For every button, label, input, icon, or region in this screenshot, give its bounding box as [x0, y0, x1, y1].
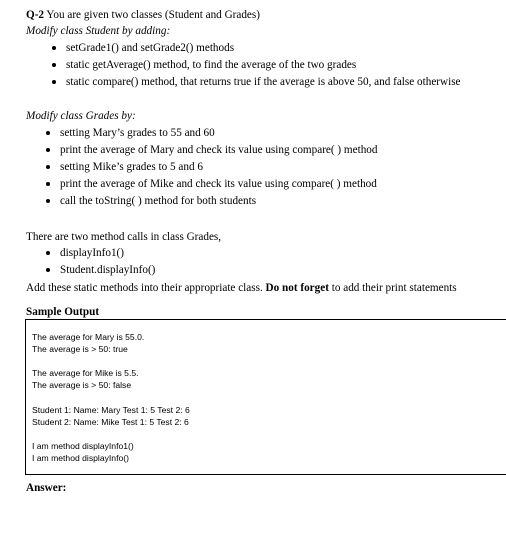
list-item: displayInfo1()	[60, 246, 155, 263]
answer-label: Answer:	[26, 482, 67, 494]
modify-grades-list	[60, 126, 377, 211]
sample-output-box	[25, 319, 506, 475]
list-item: print the average of Mary and check its value using compare( ) method	[60, 143, 377, 160]
list-item: static getAverage() method, to find the average of the two grades	[66, 58, 461, 75]
list-item: static compare() method, that returns true if the average is above 50, and false otherwise	[66, 75, 461, 92]
output-line: The average is > 50: true	[32, 344, 128, 354]
question-number: Q-2	[26, 9, 45, 21]
list-item: call the toString( ) method for both students	[60, 194, 377, 211]
output-line: I am method displayInfo1()	[32, 441, 134, 451]
instruction-text: Add these static methods into their appropriate class.	[26, 282, 266, 294]
question-title	[26, 8, 260, 22]
list-item: setting Mike’s grades to 5 and 6	[60, 160, 377, 177]
list-item: setGrade1() and setGrade2() methods	[66, 41, 461, 58]
list-item: setting Mary’s grades to 55 and 60	[60, 126, 377, 143]
output-line: Student 1: Name: Mary Test 1: 5 Test 2: 6	[32, 405, 190, 415]
modify-student-heading: Modify class Student by adding:	[26, 25, 171, 37]
instruction-emphasis: Do not forget	[265, 282, 329, 294]
method-calls-intro: There are two method calls in class Grades,	[26, 231, 222, 243]
method-calls-list	[60, 246, 155, 280]
question-text: You are given two classes (Student and Grades)	[46, 9, 260, 21]
output-line: The average is > 50: false	[32, 380, 132, 390]
output-line: The average for Mike is 5.5.	[32, 368, 139, 378]
modify-student-list	[66, 41, 461, 92]
list-item: print the average of Mike and check its value using compare( ) method	[60, 177, 377, 194]
instruction-text-end: to add their print statements	[328, 282, 457, 294]
method-calls-instruction	[26, 281, 457, 295]
output-line: Student 2: Name: Mike Test 1: 5 Test 2: 6	[32, 417, 189, 427]
sample-output-heading: Sample Output	[26, 306, 100, 318]
modify-grades-heading: Modify class Grades by:	[26, 110, 136, 122]
list-item: Student.displayInfo()	[60, 263, 155, 280]
output-line: I am method displayInfo()	[32, 453, 129, 463]
output-line: The average for Mary is 55.0.	[32, 332, 145, 342]
